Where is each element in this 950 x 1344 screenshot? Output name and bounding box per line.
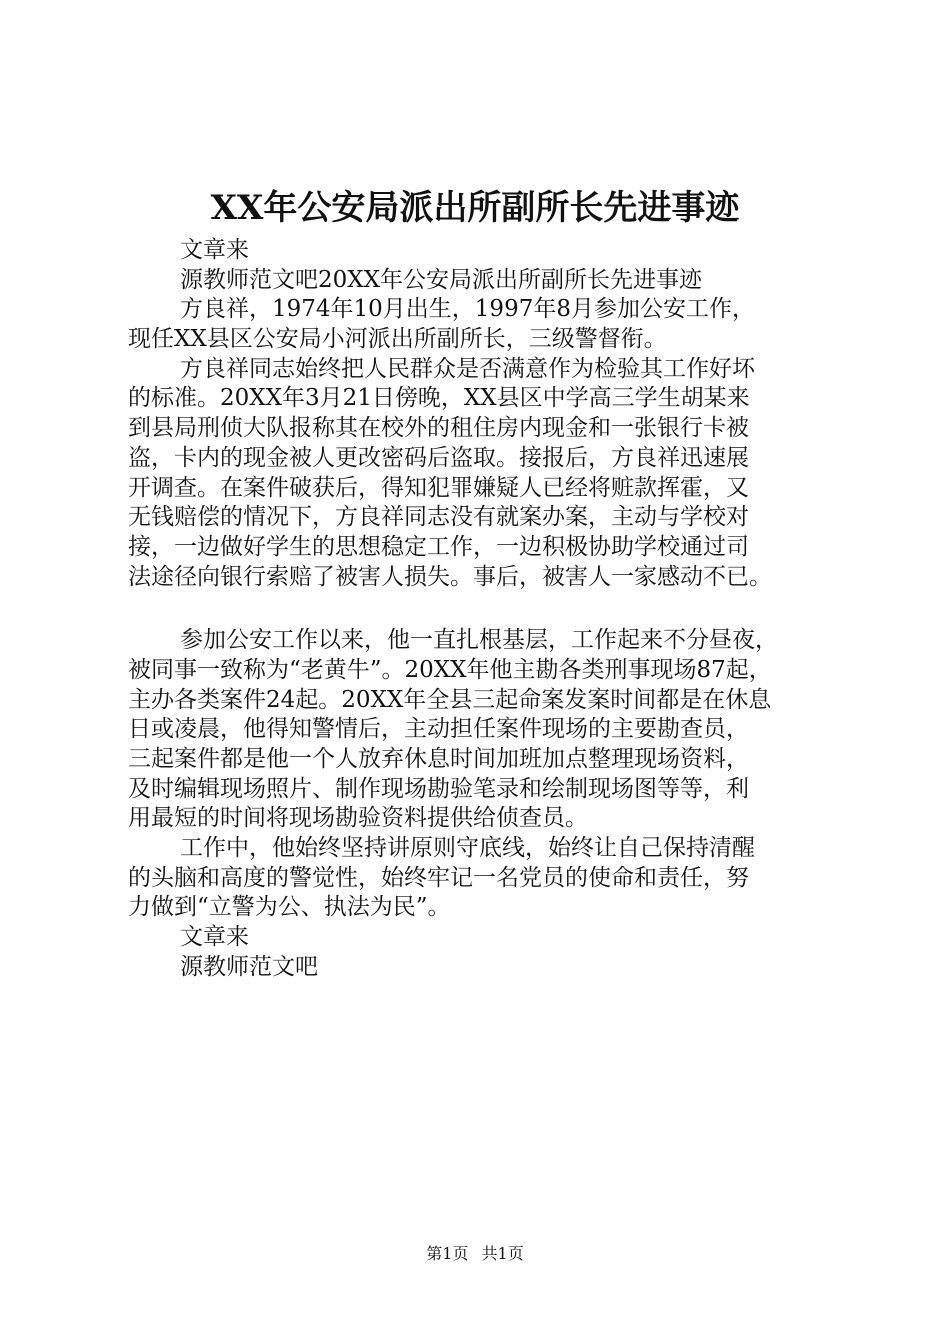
body-line: 用最短的时间将现场勘验资料提供给侦查员。 (128, 805, 588, 832)
document-title: XX年公安局派出所副所长先进事迹 (210, 188, 740, 228)
body-line: 力做到“立警为公、执法为民”。 (128, 894, 451, 921)
body-line: 被同事一致称为“老黄牛”。20XX年他主勘各类刑事现场87起， (128, 656, 772, 683)
body-line: 文章来 (180, 237, 249, 263)
paragraph-gap (128, 592, 850, 626)
body-line: 主办各类案件24起。20XX年全县三起命案发案时间都是在休息 (128, 686, 772, 713)
body-line: 日或凌晨，他得知警情后，主动担任案件现场的主要勘查员， (128, 716, 749, 743)
body-line: 工作中，他始终坚持讲原则守底线，始终让自己保持清醒 (180, 835, 755, 862)
page-total: 共1页 (481, 1244, 524, 1263)
body-line: 现任XX县区公安局小河派出所副所长，三级警督衔。 (128, 326, 667, 353)
document-body (128, 236, 850, 983)
body-line: 法途径向银行索赔了被害人损失。事后，被害人一家感动不已。 (128, 563, 772, 590)
body-line: 及时编辑现场照片、制作现场勘验笔录和绘制现场图等等，利 (128, 775, 749, 802)
body-line: 到县局刑侦大队报称其在校外的租住房内现金和一张银行卡被 (128, 415, 749, 442)
body-line: 方良祥，1974年10月出生，1997年8月参加公安工作， (180, 296, 755, 323)
body-line: 的标准。20XX年3月21日傍晚，XX县区中学高三学生胡某来 (128, 385, 750, 412)
body-line: 源教师范文吧 (180, 953, 318, 980)
body-line: 的头脑和高度的警觉性，始终牢记一名党员的使命和责任，努 (128, 864, 749, 891)
body-line: 开调查。在案件破获后，得知犯罪嫌疑人已经将赃款挥霍，又 (128, 474, 749, 501)
body-line: 参加公安工作以来，他一直扎根基层，工作起来不分昼夜， (180, 627, 778, 654)
page-number: 第1页 (426, 1244, 469, 1263)
body-line: 三起案件都是他一个人放弃休息时间加班加点整理现场资料， (128, 746, 749, 772)
body-line: 盗，卡内的现金被人更改密码后盗取。接报后，方良祥迅速展 (128, 444, 749, 471)
page-footer (0, 1244, 950, 1264)
body-line: 源教师范文吧20XX年公安局派出所副所长先进事迹 (180, 266, 703, 293)
body-line: 无钱赔偿的情况下，方良祥同志没有就案办案，主动与学校对 (128, 504, 749, 531)
body-line: 方良祥同志始终把人民群众是否满意作为检验其工作好坏 (180, 355, 755, 382)
body-line: 接，一边做好学生的思想稳定工作，一边积极协助学校通过司 (128, 533, 749, 560)
body-line: 文章来 (180, 924, 249, 951)
